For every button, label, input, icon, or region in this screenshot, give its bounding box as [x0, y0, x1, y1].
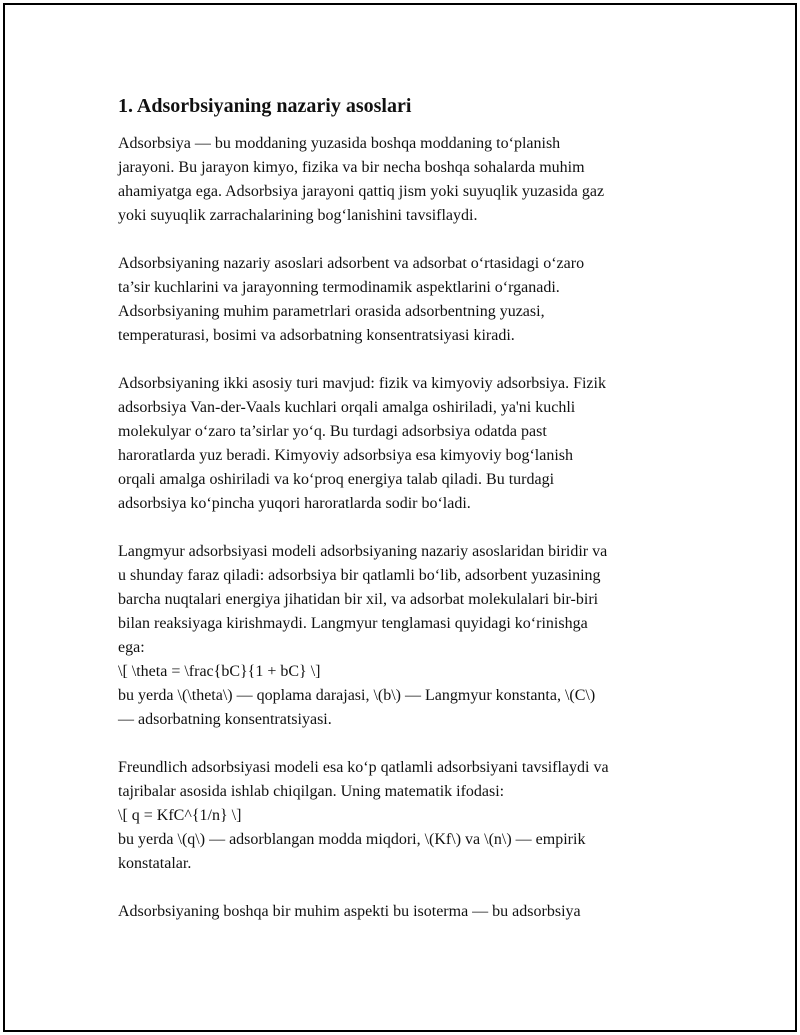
text-line: molekulyar o‘zaro ta’sirlar yo‘q. Bu turdagi adsorbsiya odatda past — [118, 423, 547, 440]
text-line: ega: — [118, 639, 145, 656]
paragraph-4 — [118, 540, 693, 732]
text-line: Adsorbsiyaning nazariy asoslari adsorbent va adsorbat o‘rtasidagi o‘zaro — [118, 255, 585, 272]
text-line: Adsorbsiya — bu moddaning yuzasida boshqa moddaning to‘planish — [118, 135, 561, 152]
text-line: barcha nuqtalari energiya jihatidan bir xil, va adsorbat molekulalari bir-biri — [118, 591, 599, 608]
text-line: ahamiyatga ega. Adsorbsiya jarayoni qattiq jism yoki suyuqlik yuzasida gaz — [118, 183, 605, 200]
document-body — [118, 92, 693, 948]
text-line: haroratlarda yuz beradi. Kimyoviy adsorbsiya esa kimyoviy bog‘lanish — [118, 447, 573, 464]
text-line: yoki suyuqlik zarrachalarining bog‘lanishini tavsiflaydi. — [118, 207, 478, 224]
text-line: orqali amalga oshiriladi va ko‘proq energiya talab qiladi. Bu turdagi — [118, 471, 555, 488]
paragraph-container — [118, 132, 693, 924]
section-heading: 1. Adsorbsiyaning nazariy asoslari — [118, 95, 412, 117]
text-line: adsorbsiya Van-der-Vaals kuchlari orqali amalga oshiriladi, ya'ni kuchli — [118, 399, 576, 416]
text-line: u shunday faraz qiladi: adsorbsiya bir qatlamli bo‘lib, adsorbent yuzasining — [118, 567, 601, 584]
paragraph-2 — [118, 252, 693, 348]
text-line: — adsorbatning konsentratsiyasi. — [118, 711, 332, 728]
text-line: bu yerda \(q\) — adsorblangan modda miqdori, \(Kf\) va \(n\) — empirik — [118, 831, 586, 848]
text-line: adsorbsiya ko‘pincha yuqori haroratlarda sodir bo‘ladi. — [118, 495, 471, 512]
paragraph-1 — [118, 132, 693, 228]
text-line: ta’sir kuchlarini va jarayonning termodinamik aspektlarini o‘rganadi. — [118, 279, 560, 296]
text-line: Adsorbsiyaning ikki asosiy turi mavjud: fizik va kimyoviy adsorbsiya. Fizik — [118, 375, 606, 392]
text-line: Freundlich adsorbsiyasi modeli esa ko‘p qatlamli adsorbsiyani tavsiflaydi va — [118, 759, 609, 776]
text-line: jarayoni. Bu jarayon kimyo, fizika va bir necha boshqa sohalarda muhim — [118, 159, 585, 176]
text-line: temperaturasi, bosimi va adsorbatning konsentratsiyasi kiradi. — [118, 327, 515, 344]
text-line: Langmyur adsorbsiyasi modeli adsorbsiyaning nazariy asoslaridan biridir va — [118, 543, 608, 560]
text-line: Adsorbsiyaning boshqa bir muhim aspekti bu isoterma — bu adsorbsiya — [118, 903, 581, 920]
text-line: konstatalar. — [118, 855, 192, 872]
paragraph-5 — [118, 756, 693, 876]
text-line: \[ q = KfC^{1/n} \] — [118, 807, 242, 824]
text-line: bilan reaksiyaga kirishmaydi. Langmyur tenglamasi quyidagi ko‘rinishga — [118, 615, 588, 632]
text-line: \[ \theta = \frac{bC}{1 + bC} \] — [118, 663, 321, 680]
text-line: bu yerda \(\theta\) — qoplama darajasi, \(b\) — Langmyur konstanta, \(C\) — [118, 687, 596, 704]
text-line: Adsorbsiyaning muhim parametrlari orasida adsorbentning yuzasi, — [118, 303, 545, 320]
text-line: tajribalar asosida ishlab chiqilgan. Uning matematik ifodasi: — [118, 783, 505, 800]
paragraph-3 — [118, 372, 693, 516]
paragraph-6 — [118, 900, 693, 924]
